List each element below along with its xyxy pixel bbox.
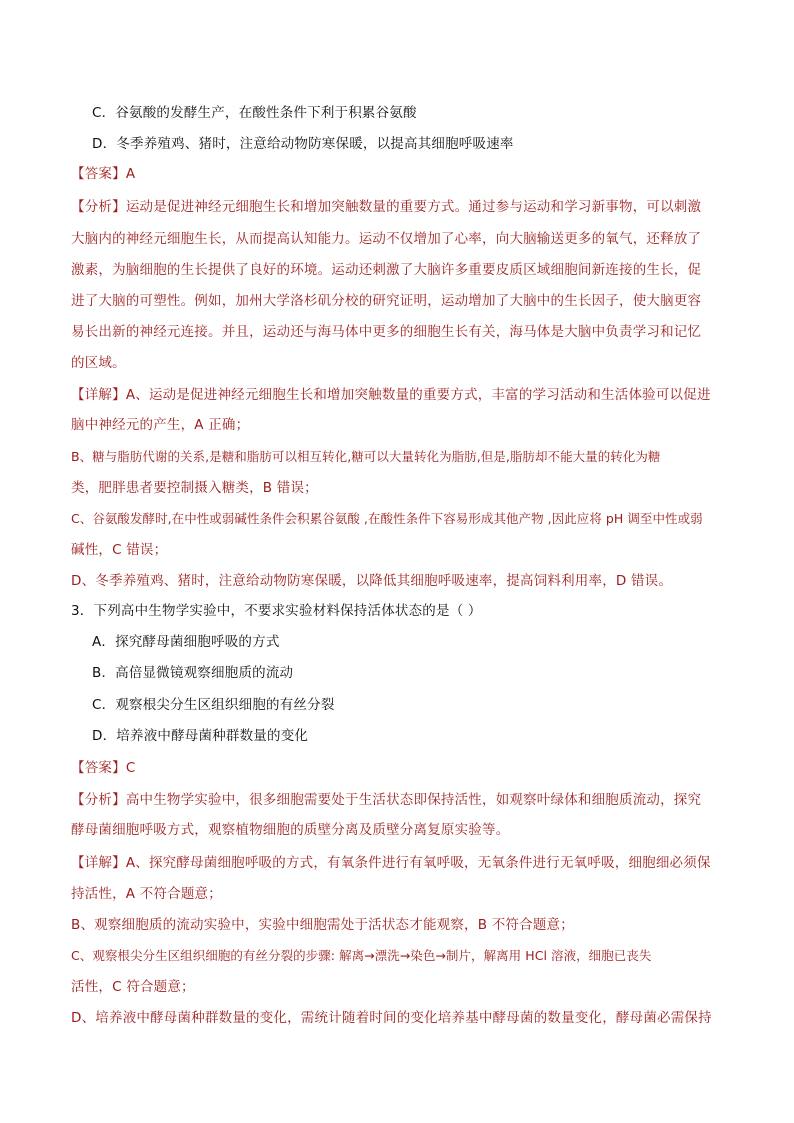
q2-analysis-line-3: 激素，为脑细胞的生长提供了良好的环境。运动还刺激了大脑许多重要皮质区域细胞间新连接的生长，促 <box>71 262 702 278</box>
q3-option-d: D．培养液中酵母菌种群数量的变化 <box>92 728 309 744</box>
q2-analysis-line-6: 的区域。 <box>71 355 126 371</box>
q3-stem: 3．下列高中生物学实验中，不要求实验材料保持活体状态的是（ ） <box>71 603 482 619</box>
q3-option-a: A．探究酵母菌细胞呼吸的方式 <box>92 634 280 650</box>
analysis-tag: 【分析】 <box>71 199 126 215</box>
q3-detail-line-4: C、观察根尖分生区组织细胞的有丝分裂的步骤: 解离→漂洗→染色→制片，解离用 HCl 溶液，细胞已丧失 <box>71 948 652 963</box>
q2-analysis-line-5: 易长出新的神经元连接。并且，运动还与海马体中更多的细胞生长有关，海马体是大脑中负责学习和记忆 <box>71 324 702 340</box>
q2-detail-line-5: C、谷氨酸发酵时,在中性或弱碱性条件会积累谷氨酸 ,在酸性条件下容易形成其他产物 ,因此应将 pH 调至中性或弱 <box>71 511 703 526</box>
q2-detail-line-3: B、糖与脂肪代谢的关系,是糖和脂肪可以相互转化,糖可以大量转化为脂肪,但是,脂肪却不能大量的转化为糖 <box>71 449 661 464</box>
q3-detail-line-3: B、观察细胞质的流动实验中，实验中细胞需处于活状态才能观察，B 不符合题意； <box>71 917 574 933</box>
detail-tag: 【详解】 <box>71 387 126 403</box>
q2-analysis-line-2: 大脑内的神经元细胞生长，从而提高认知能力。运动不仅增加了心率，向大脑输送更多的氧气，还释放了 <box>71 231 702 247</box>
analysis-text: 运动是促进神经元细胞生长和增加突触数量的重要方式。通过参与运动和学习新事物，可以刺激 <box>125 199 702 215</box>
detail-text: A、探究酵母菌细胞呼吸的方式，有氧条件进行有氧呼吸，无氧条件进行无氧呼吸，细胞细必须保 <box>125 855 711 871</box>
detail-tag: 【详解】 <box>71 855 126 871</box>
q3-detail-line-5: 活性，C 符合题意； <box>71 979 195 995</box>
answer-value: C <box>125 760 136 776</box>
q3-detail-line-2: 持活性，A 不符合题意； <box>71 886 222 902</box>
q2-detail-line-2: 脑中神经元的产生，A 正确； <box>71 417 250 433</box>
q3-option-b: B．高倍显微镜观察细胞质的流动 <box>92 665 294 681</box>
analysis-text: 高中生物学实验中，很多细胞需要处于生活状态即保持活性，如观察叶绿体和细胞质流动，探究 <box>125 792 702 808</box>
q3-analysis-line-1 <box>71 790 701 810</box>
q3-answer-line <box>71 758 135 778</box>
q2-option-c: C．谷氨酸的发酵生产，在酸性条件下利于积累谷氨酸 <box>92 105 417 121</box>
q3-detail-line-1 <box>71 853 711 873</box>
q2-detail-line-1 <box>71 385 711 405</box>
q2-analysis-line-4: 进了大脑的可塑性。例如，加州大学洛杉矶分校的研究证明，运动增加了大脑中的生长因子，使大脑更容 <box>71 293 702 309</box>
answer-tag: 【答案】 <box>71 166 126 182</box>
q2-answer-line <box>71 164 135 184</box>
analysis-tag: 【分析】 <box>71 792 126 808</box>
q2-detail-line-7: D、冬季养殖鸡、猪时，注意给动物防寒保暖，以降低其细胞呼吸速率，提高饲料利用率，D 错误。 <box>71 573 673 589</box>
answer-tag: 【答案】 <box>71 760 126 776</box>
q2-option-d: D．冬季养殖鸡、猪时，注意给动物防寒保暖，以提高其细胞呼吸速率 <box>92 136 514 152</box>
answer-value: A <box>125 166 136 182</box>
q3-detail-line-6: D、培养液中酵母菌种群数量的变化，需统计随着时间的变化培养基中酵母菌的数量变化，酵母菌必需保持 <box>71 1010 712 1026</box>
detail-text: A、运动是促进神经元细胞生长和增加突触数量的重要方式，丰富的学习活动和生活体验可以促进 <box>125 387 711 403</box>
q2-detail-line-4: 类，肥胖患者要控制摄入糖类，B 错误； <box>71 480 318 496</box>
q3-analysis-line-2: 酵母菌细胞呼吸方式，观察植物细胞的质壁分离及质壁分离复原实验等。 <box>71 822 510 838</box>
q2-analysis-line-1 <box>71 197 701 217</box>
q3-option-c: C．观察根尖分生区组织细胞的有丝分裂 <box>92 697 335 713</box>
q2-detail-line-6: 碱性，C 错误； <box>71 542 168 558</box>
